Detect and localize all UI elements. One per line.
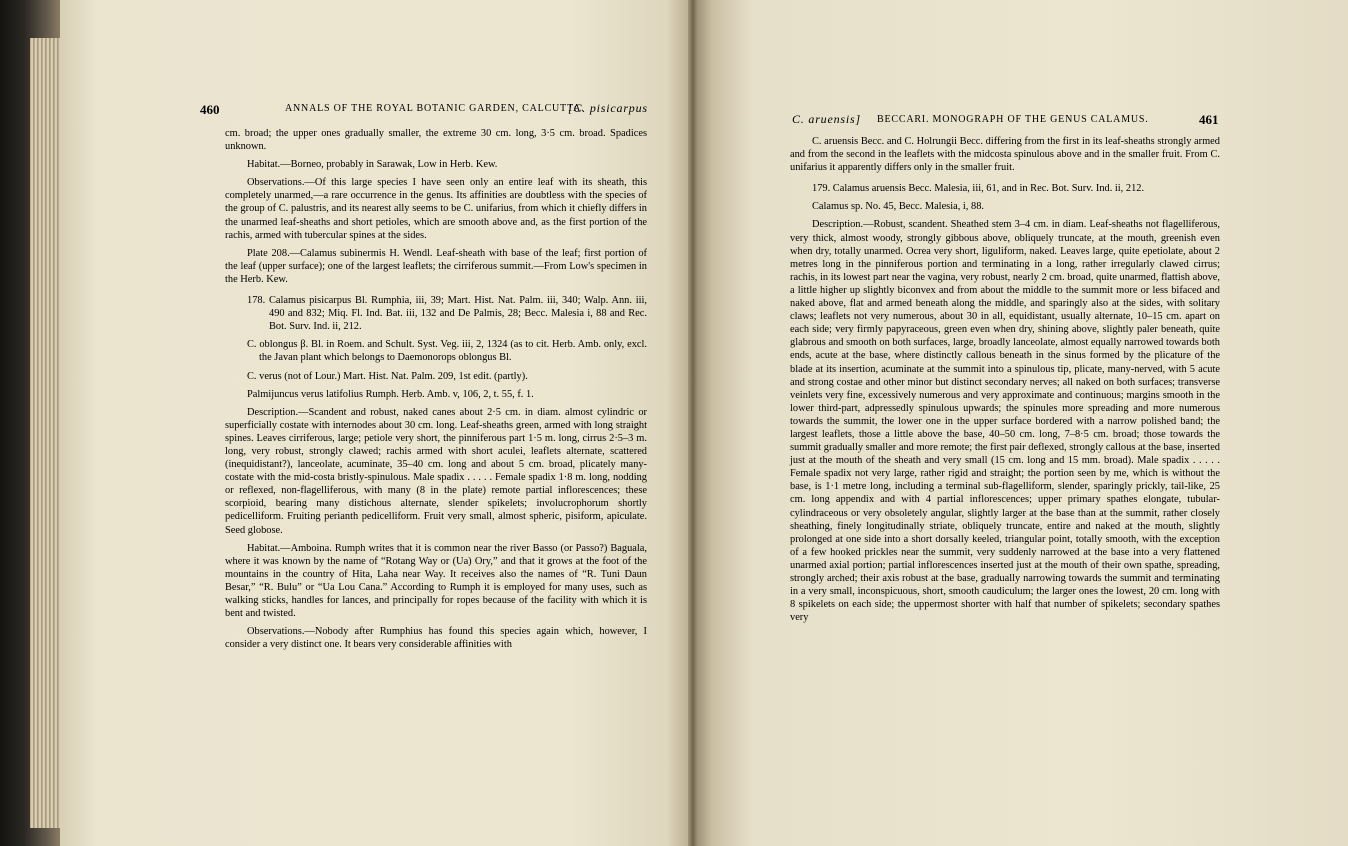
right-page-body	[790, 135, 1220, 629]
left-header-taxon: [C. pisicarpus	[568, 101, 648, 115]
paragraph: Observations.—Of this large species I have seen only an entire leaf with its sheath, this completely unarmed,—a rare occurrence in the genus. Its affinities are doubtless with the species of the group of C. palustris, and its nearest ally seems to be C. unifarius, from which it chiefly differs in the unarmed leaf-sheaths and short petioles, which are smooth above and, as the first portion of the rachis, armed with tubercular spines at the sides.	[225, 177, 647, 241]
page-block-edge	[30, 38, 60, 828]
left-running-header: ANNALS OF THE ROYAL BOTANIC GARDEN, CALCUTTA.	[285, 103, 585, 114]
species-entry: 178. Calamus pisicarpus Bl. Rumphia, iii, 39; Mart. Hist. Nat. Palm. iii, 340; Walp. Ann. iii, 490 and 832; Miq. Fl. Ind. Bat. iii, 132 and De Palmis, 28; Becc. Malesia i, 88 and Rec. Bot. Surv. Ind. ii, 212.	[247, 295, 647, 333]
synonym: C. oblongus β. Bl. in Roem. and Schult. Syst. Veg. iii, 2, 1324 (as to cit. Herb. Amb. only, excl. the Javan plant which belongs to Daemonorops oblongus Bl.	[247, 339, 647, 364]
right-running-header: BECCARI. MONOGRAPH OF THE GENUS CALAMUS.	[877, 114, 1149, 125]
synonym: Calamus sp. No. 45, Becc. Malesia, i, 88.	[812, 201, 984, 213]
synonym: C. verus (not of Lour.) Mart. Hist. Nat. Palm. 209, 1st edit. (partly).	[247, 370, 528, 382]
right-header-taxon: C. aruensis]	[792, 112, 861, 126]
paragraph: cm. broad; the upper ones gradually smaller, the extreme 30 cm. long, 3·5 cm. broad. Spadices unknown.	[225, 128, 647, 153]
paragraph: Description.—Scandent and robust, naked canes about 2·5 cm. in diam. almost cylindric or superficially costate with internodes about 30 cm. long. Leaf-sheaths green, armed with long straight spines. Leaves cirriferous, large; petiole very short, the pinniferous part 1·5 m. long, cirrus 2·5–3 m. long, very robust, strongly clawed; rachis armed with short aculei, leaflets alternate, scattered (inequidistant?), lanceolate, acuminate, 35–40 cm. long and about 5 cm. broad, plicately many-costate with the mid-costa bristly-spinulous. Male spadix . . . . . Female spadix 1·8 m. long, nodding or reflexed, non-flagelliferous, with many (8 in the plate) remote partial inflorescences; these scorpioid, bearing many distichous alternate, slender spikelets; involucrophorum shortly pedicelliform. Fruiting perianth pedicelliform. Fruit very small, almost spheric, pisiform, apiculate. Seed globose.	[225, 406, 647, 536]
synonym: Palmijuncus verus latifolius Rumph. Herb. Amb. v, 106, 2, t. 55, f. 1.	[247, 388, 534, 400]
paragraph: Description.—Robust, scandent. Sheathed stem 3–4 cm. in diam. Leaf-sheaths not flagelliferous, very thick, almost woody, strongly gibbous above, obliquely truncate, at the mouth, greenish even when dry, totally unarmed. Ocrea very short, liguliform, naked. Leaves large, quite epetiolate, about 2 metres long in the pinniferous portion and terminating in a long, rather irregularly clawed cirrus; rachis, in its lowest part near the vagina, very robust, nearly 2 cm. broad, quite unarmed, flattish above, a little higher up slightly biconvex and from about the middle to the summit more or less bifaced and naked above, flat and armed beneath along the middle, and sparingly also at the sides, with solitary claws; leaflets not very numerous, about 30 in all, equidistant, usually alternate, 10–15 cm. apart on each side; very firmly papyraceous, green even when dry, shining above, slightly paler beneath, quite glabrous and smooth on both surfaces, large, broadly lanceolate, almost equally narrowed towards both ends, acute at the base, where distinctly callous beneath in the sinus formed by the plicature of the blade at its insertion, acuminate at the summit into a spinulous tip, plicate, many-nerved, with 5 acute and strong costae and other minor but distinct secondary nerves; all naked on both surfaces; transverse veinlets very fine, excessively numerous and very approximate and continuous; margins smooth in the lower third-part, adpressedly spinulous upwards; the spinules more spreading and more numerous towards the summit, the lower one in the upper surface bordered with a narrow polished band; the largest leaflets, those a little above the base, 40–50 cm. long, 7–8·5 cm. broad; those towards the summit gradually smaller and more remote; the first pair deflexed, strongly callous at the base, inserted just at the mouth of the sheath and very small (15 cm. long and 15 mm. broad). Male spadix . . . . . Female spadix not very large, rather rigid and straight; the portion seen by me, which is without the base, is 1·1 metre long, including a terminal sub-flagelliform, slender, sparingly prickly, tail-like, 25 cm. long appendix and with 4 partial inflorescences; upper primary spathes elongate, tubular-cylindraceous or very obsoletely angular, slightly larger at the base than at the summit, rather closely sheathing, finely longitudinally striate, obliquely truncate, entire and naked at the mouth, slightly prolonged at one side into a short dorsally keeled, triangular point, totally smooth, with the exception of a few hooked prickles near the summit, very suddenly narrowed at the base into a very flattened unarmed axial portion; partial inflorescences inserted just at the mouth of their own spathe, spreading, strongly arched; their axis robust at the base, gradually narrowing towards the summit and terminating in a very small, inconspicuous, short, smooth caudiculum; the larger ones the lowest, 20 cm. long with 8 spikelets on each side; the uppermost shorter with half that number of spikelets; secondary spathes very	[790, 219, 1220, 624]
right-page-number: 461	[1199, 112, 1219, 127]
left-page-number: 460	[200, 102, 220, 117]
book-gutter	[688, 0, 698, 846]
paragraph: Habitat.—Borneo, probably in Sarawak, Low in Herb. Kew.	[247, 159, 498, 171]
species-entry: 179. Calamus aruensis Becc. Malesia, iii, 61, and in Rec. Bot. Surv. Ind. ii, 212.	[812, 183, 1145, 195]
left-page-body	[225, 127, 647, 656]
paragraph: Habitat.—Amboina. Rumph writes that it is common near the river Basso (or Passo?) Baguala, where it was known by the name of “Rotang Way or (Ua) Ory,” and that it grows at the foot of the mountains in the country of Hita, Laha near Way. It receives also the names of “R. Tuni Daun Besar,” “R. Bulu” or “Ua Lou Cana.” According to Rumph it is employed for many uses, such as walking sticks, handles for lances, and principally for ropes because of the facility with which it is bent and twisted.	[225, 542, 647, 620]
paragraph: C. aruensis Becc. and C. Holrungii Becc. differing from the first in its leaf-sheaths strongly armed and from the second in the leaflets with the midcosta spinulous above and in the smaller fruit. From C. unifarius it apparently differs only in the smaller fruit.	[790, 136, 1220, 174]
paragraph: Plate 208.—Calamus subinermis H. Wendl. Leaf-sheath with base of the leaf; first portion of the leaf (upper surface); one of the largest leaflets; the cirriferous summit.—From Low's specimen in the Herb. Kew.	[225, 247, 647, 285]
paragraph: Observations.—Nobody after Rumphius has found this species again which, however, I consider a very distinct one. It bears very considerable affinities with	[225, 626, 647, 651]
